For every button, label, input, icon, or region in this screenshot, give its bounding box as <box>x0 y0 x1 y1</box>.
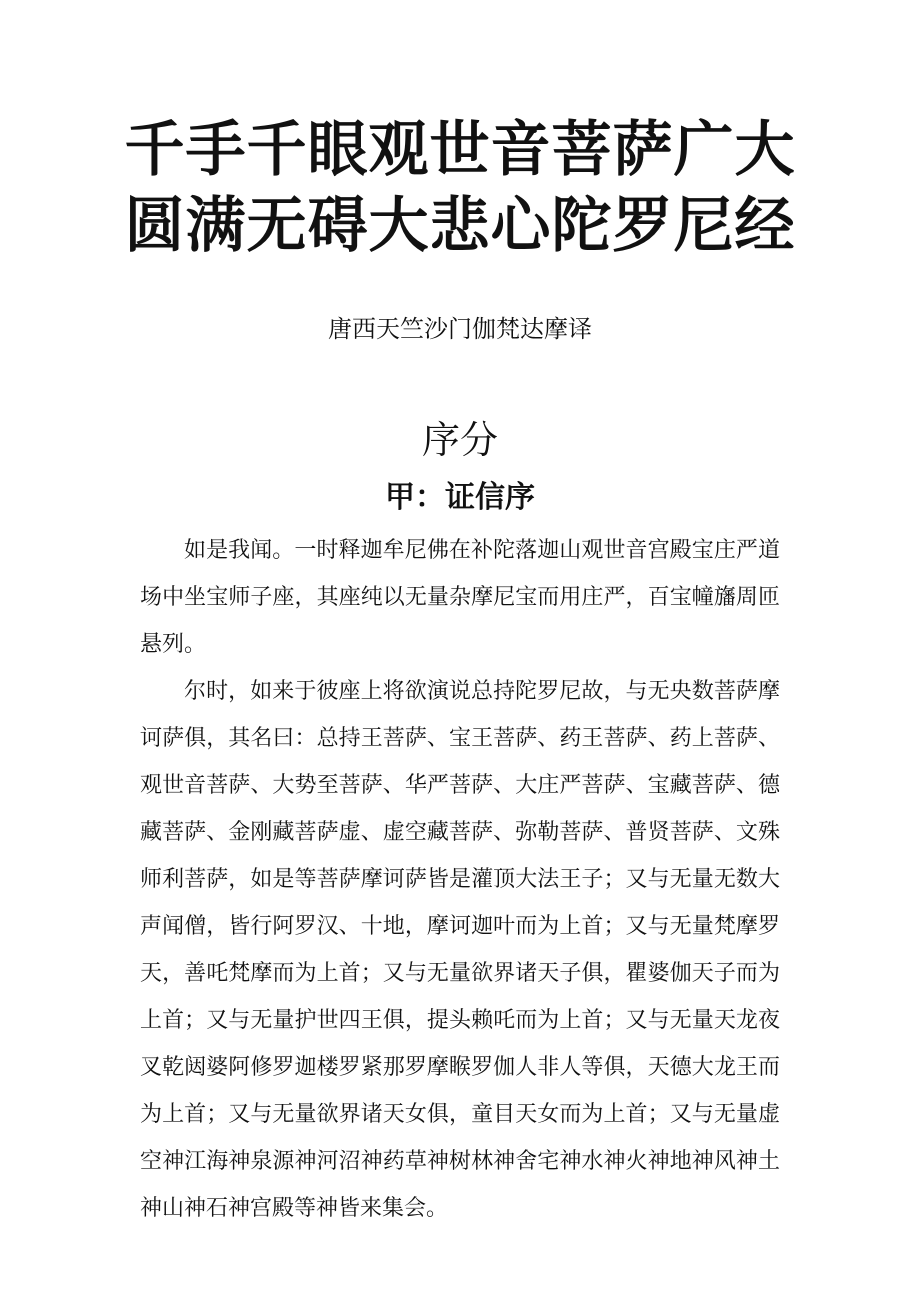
section-title: 序分 <box>421 418 498 462</box>
title-line-2: 圆满无碍大悲心陀罗尼经 <box>124 191 796 261</box>
translator-credit: 唐西天竺沙门伽梵达摩译 <box>328 315 592 343</box>
title-line-1: 千手千眼观世音菩萨广大 <box>124 115 796 185</box>
subsection-title: 甲：证信序 <box>385 480 535 515</box>
paragraph-2: 尔时，如来于彼座上将欲演说总持陀罗尼故，与无央数菩萨摩诃萨俱，其名曰：总持王菩萨、宝王菩萨、药王菩萨、药上菩萨、观世音菩萨、大势至菩萨、华严菩萨、大庄严菩萨、宝藏菩萨、德藏菩萨、金刚藏菩萨虚、虚空藏菩萨、弥勒菩萨、普贤菩萨、文殊师利菩萨，如是等菩萨摩诃萨皆是灌顶大法王子；又与无量无数大声闻僧，皆行阿罗汉、十地，摩诃迦叶而为上首；又与无量梵摩罗天，善吒梵摩而为上首；又与无量欲界诸天子俱，瞿婆伽天子而为上首；又与无量护世四王俱，提头赖吒而为上首；又与无量天龙夜叉乾闼婆阿修罗迦楼罗紧那罗摩睺罗伽人非人等俱，天德大龙王而为上首；又与无量欲界诸天女俱，童目天女而为上首；又与无量虚空神江海神泉源神河沼神药草神树林神舍宅神水神火神地神风神土神山神石神宫殿等神皆来集会。 <box>140 679 780 1221</box>
paragraph-1: 如是我闻。一时释迦牟尼佛在补陀落迦山观世音宫殿宝庄严道场中坐宝师子座，其座纯以无量杂摩尼宝而用庄严，百宝幢旛周匝悬列。 <box>140 538 780 657</box>
body-text <box>140 527 780 1232</box>
document-title <box>60 112 860 264</box>
